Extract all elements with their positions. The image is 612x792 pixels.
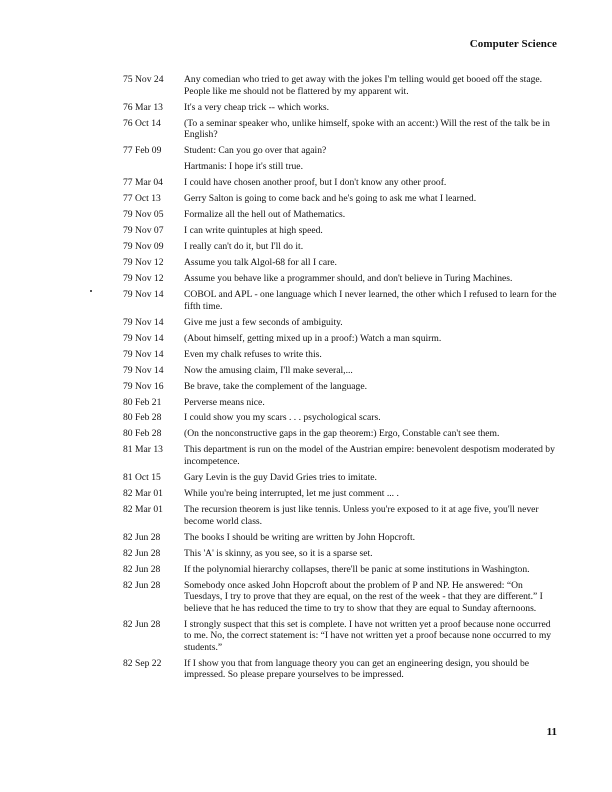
quote-entry: [123, 658, 559, 681]
quote-date: 75 Nov 24: [123, 74, 164, 85]
quote-entry: [123, 273, 559, 285]
quote-text: I really can't do it, but I'll do it.: [184, 241, 304, 253]
quote-date: 76 Oct 14: [123, 117, 161, 129]
quote-text: Somebody once asked John Hopcroft about the problem of P and NP. He answered: “On Tuesdays, I try to prove that they are equal, on the rest of the week - that they are different.” I believe that he has reduced the time to try to show that they are equal to Sunday afternoons.: [184, 579, 543, 614]
quote-date: 82 Jun 28: [123, 531, 161, 543]
quote-text: Gerry Salton is going to come back and he's going to ask me what I learned.: [184, 193, 477, 205]
quote-entry: [123, 289, 559, 312]
quote-text: The recursion theorem is just like tennis. Unless you're exposed to it at age five, you'll never become world class.: [184, 504, 539, 527]
quote-text: It's a very cheap trick -- which works.: [184, 101, 330, 113]
quote-entry: [123, 333, 559, 345]
quote-entry: [123, 504, 559, 527]
quote-text: While you're being interrupted, let me just comment ... .: [184, 488, 399, 500]
quote-date: 80 Feb 21: [123, 396, 162, 408]
quote-date: 79 Nov 12: [123, 273, 164, 285]
stray-mark: [90, 290, 92, 292]
quote-date: 79 Nov 14: [123, 332, 164, 344]
quote-text: I could have chosen another proof, but I don't know any other proof.: [184, 177, 447, 189]
quote-text: Now the amusing claim, I'll make several,...: [184, 364, 353, 376]
quote-text: This 'A' is skinny, as you see, so it is a sparse set.: [184, 547, 373, 559]
quote-entry: [123, 397, 559, 409]
quote-entry: [123, 145, 559, 157]
quote-date: 79 Nov 05: [123, 209, 164, 221]
quote-entry: [123, 564, 559, 576]
quote-date: 79 Nov 16: [123, 380, 164, 392]
quote-date: 79 Nov 14: [123, 364, 164, 376]
quote-entry: [123, 619, 559, 654]
quote-text: Formalize all the hell out of Mathematics.: [184, 209, 346, 221]
quote-entry: [123, 444, 559, 467]
quote-entry: [123, 241, 559, 253]
quote-entry: [123, 74, 559, 97]
quote-entry: [123, 257, 559, 269]
quote-date: 79 Nov 14: [123, 348, 164, 360]
quote-date: 82 Mar 01: [123, 504, 163, 515]
quote-text: (About himself, getting mixed up in a proof:) Watch a man squirm.: [184, 332, 442, 344]
quote-entry: [123, 349, 559, 361]
quote-entry: [123, 161, 559, 173]
quote-date: 81 Mar 13: [123, 444, 163, 456]
quote-date: 82 Jun 28: [123, 618, 161, 630]
quote-entry: [123, 548, 559, 560]
quote-date: 79 Nov 07: [123, 225, 164, 237]
quote-date: 77 Oct 13: [123, 193, 161, 205]
quote-text: Give me just a few seconds of ambiguity.: [184, 316, 343, 328]
quote-date: [123, 161, 184, 173]
quote-entry: [123, 102, 559, 114]
quote-date: 79 Nov 14: [123, 316, 164, 328]
quote-entry: [123, 428, 559, 440]
quote-entry: [123, 177, 559, 189]
quote-entry: [123, 209, 559, 221]
quote-text: Assume you behave like a programmer should, and don't believe in Turing Machines.: [184, 273, 513, 285]
quote-text: Gary Levin is the guy David Gries tries to imitate.: [184, 472, 377, 484]
quote-entry: [123, 118, 559, 141]
quote-text: Even my chalk refuses to write this.: [184, 348, 322, 360]
quote-text: COBOL and APL - one language which I never learned, the other which I refused to learn for the fifth time.: [184, 289, 557, 312]
quote-date: 77 Feb 09: [123, 145, 162, 157]
quote-date: 76 Mar 13: [123, 101, 163, 113]
quote-date: 82 Jun 28: [123, 563, 161, 575]
quote-text: Perverse means nice.: [184, 396, 265, 408]
quote-entry: [123, 225, 559, 237]
quote-date: 81 Oct 15: [123, 472, 161, 484]
quote-text: (On the nonconstructive gaps in the gap theorem:) Ergo, Constable can't see them.: [184, 428, 500, 440]
quote-entry: [123, 488, 559, 500]
quote-list: [123, 74, 559, 685]
quote-text: Be brave, take the complement of the language.: [184, 380, 368, 392]
quote-date: 80 Feb 28: [123, 412, 162, 424]
running-header: Computer Science: [469, 38, 557, 50]
quote-entry: [123, 193, 559, 205]
quote-text: The books I should be writing are written by John Hopcroft.: [184, 531, 416, 543]
quote-date: 79 Nov 09: [123, 241, 164, 253]
quote-date: 82 Jun 28: [123, 547, 161, 559]
quote-entry: [123, 412, 559, 424]
quote-text: I strongly suspect that this set is complete. I have not written yet a proof because none occurred to me. No, the correct statement is: “I have not written yet a proof because none occurred to my students.”: [184, 618, 552, 653]
page-number: 11: [546, 726, 557, 738]
quote-date: 82 Mar 01: [123, 488, 163, 500]
quote-date: 79 Nov 14: [123, 289, 164, 300]
quote-text: Student: Can you go over that again?: [184, 145, 327, 157]
quote-text: If I show you that from language theory you can get an engineering design, you should be impressed. So please prepare yourselves to be impressed.: [184, 657, 530, 681]
quote-text: I can write quintuples at high speed.: [184, 225, 323, 237]
quote-date: 77 Mar 04: [123, 177, 163, 189]
quote-text: Hartmanis: I hope it's still true.: [184, 161, 303, 173]
quote-entry: [123, 472, 559, 484]
quote-text: This department is run on the model of the Austrian empire: benevolent despotism moderated by incompetence.: [184, 444, 555, 468]
quote-date: 82 Jun 28: [123, 579, 161, 591]
quote-entry: [123, 317, 559, 329]
quote-entry: [123, 532, 559, 544]
quote-text: Any comedian who tried to get away with the jokes I'm telling would get booed off the stage. People like me should not be flattered by my apparent wit.: [184, 74, 543, 97]
quote-date: 79 Nov 12: [123, 257, 164, 269]
quote-entry: [123, 381, 559, 393]
quote-date: 80 Feb 28: [123, 428, 162, 440]
quote-date: 82 Sep 22: [123, 657, 162, 669]
quote-text: If the polynomial hierarchy collapses, there'll be panic at some institutions in Washington.: [184, 563, 530, 575]
quote-entry: [123, 365, 559, 377]
quote-entry: [123, 580, 559, 615]
quote-text: Assume you talk Algol-68 for all I care.: [184, 257, 337, 269]
quote-text: (To a seminar speaker who, unlike himself, spoke with an accent:) Will the rest of the talk be in English?: [184, 117, 550, 141]
quote-text: I could show you my scars . . . psychological scars.: [184, 412, 381, 424]
